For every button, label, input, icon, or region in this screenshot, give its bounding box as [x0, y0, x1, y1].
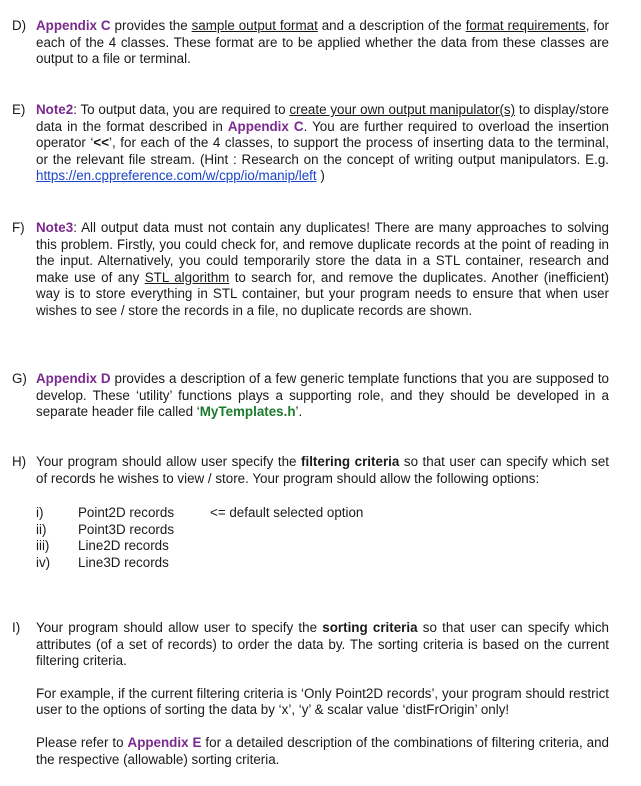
text-run: . You are further required to overload the insertion operator ‘	[36, 118, 609, 151]
operator-text: <<	[93, 135, 110, 151]
section-h-text	[36, 454, 609, 572]
text-run: to display/store data in the format described in	[36, 102, 609, 134]
list-item	[36, 555, 609, 572]
list-number: i)	[36, 505, 44, 521]
underlined-text: format requirements	[465, 18, 586, 33]
text-run: so that user can specify which attributes (of a set of records) to order the data by. The sorting criteria is based on the current filtering criteria.	[36, 620, 609, 669]
text-run: and a description of the	[317, 18, 466, 33]
header-filename: MyTemplates.h	[199, 404, 296, 420]
cppreference-link[interactable]: https://en.cppreference.com/w/cpp/io/manip/left	[36, 168, 317, 184]
section-letter: G)	[12, 371, 27, 386]
section-g-text	[36, 371, 609, 421]
section-letter: I)	[12, 620, 21, 635]
option-label: Point3D records	[78, 521, 175, 537]
section-letter: F)	[12, 220, 25, 235]
option-label: Line2D records	[78, 538, 169, 554]
option-note: <= default selected option	[210, 505, 364, 521]
underlined-text: sample output format	[191, 18, 318, 33]
list-number: iv)	[36, 554, 51, 570]
text-run: Your program should allow user to specify the	[36, 620, 323, 635]
section-letter: D)	[12, 18, 27, 33]
option-label: Line3D records	[78, 554, 169, 570]
filter-options-list	[36, 505, 609, 571]
appendix-reference: Appendix C	[36, 18, 111, 33]
text-run: ’, for each of the 4 classes, to support the process of inserting data to the terminal, or the relevant file stream. (Hint : Research on the concept of writing output manipulators. E.g.	[36, 135, 609, 167]
section-d-text	[36, 18, 609, 68]
section-i	[12, 620, 609, 768]
list-item	[36, 538, 609, 555]
underlined-text: create your own output manipulator(s)	[289, 102, 516, 117]
option-label: Point2D records	[78, 505, 175, 521]
appendix-reference: Appendix E	[127, 734, 202, 750]
bold-term: filtering criteria	[301, 454, 400, 469]
example-paragraph: For example, if the current filtering criteria is ‘Only Point2D records’, your program should restrict user to the options of sorting the data by ‘x’, ‘y’ & scalar value ‘distFrOrigin’ only!	[36, 685, 609, 718]
list-item	[36, 505, 609, 522]
text-run: provides a description of a few generic template functions that you are supposed to develop. These ‘utility’ functions plays a supporting role, and they should be developed in a separate header file called ‘	[36, 371, 609, 420]
text-run: : All output data must not contain any duplicates! There are many approaches to solving this problem. Firstly, you could check for, and remove duplicate records at the point of reading in the input. Alternatively, you could temporarily store the data in a STL container, research and make use of any	[36, 220, 609, 285]
text-run: so that user can specify which set of records he wishes to view / store. Your program should allow the following options:	[36, 454, 609, 486]
text-run: ’.	[295, 404, 303, 420]
section-f-text	[36, 220, 609, 320]
appendix-reference: Appendix D	[36, 371, 111, 386]
text-run: , for each of the 4 classes. These format are to be applied whether the data from these classes are output to a file or terminal.	[36, 18, 609, 67]
section-e-text	[36, 102, 609, 185]
text-run: : To output data, you are required to	[73, 102, 290, 117]
section-h	[12, 454, 609, 572]
list-item	[36, 522, 609, 539]
list-number: iii)	[36, 538, 50, 554]
underlined-text: STL algorithm	[144, 269, 230, 285]
section-g	[12, 371, 609, 421]
text-run: )	[316, 168, 325, 184]
text-run: Your program should allow user specify the	[36, 454, 302, 469]
section-letter: E)	[12, 102, 26, 117]
appendix-reference: Appendix C	[227, 118, 304, 134]
section-e	[12, 102, 609, 185]
bold-term: sorting criteria	[322, 620, 418, 635]
text-run: provides the	[110, 18, 192, 33]
section-i-text	[36, 620, 609, 768]
section-letter: H)	[12, 454, 27, 469]
list-number: ii)	[36, 521, 47, 537]
section-d	[12, 18, 609, 68]
text-run: for a detailed description of the combinations of filtering criteria, and the respective (allowable) sorting criteria.	[36, 734, 610, 767]
section-f	[12, 220, 609, 320]
note-label: Note3	[36, 220, 74, 235]
text-run: Please refer to	[36, 734, 128, 750]
text-run: to search for, and remove the duplicates. Another (inefficient) way is to store everything in STL container, but your program needs to ensure that when user wishes to see / store the records in a file, no duplicate records are shown.	[36, 269, 609, 318]
note-label: Note2	[36, 102, 74, 117]
